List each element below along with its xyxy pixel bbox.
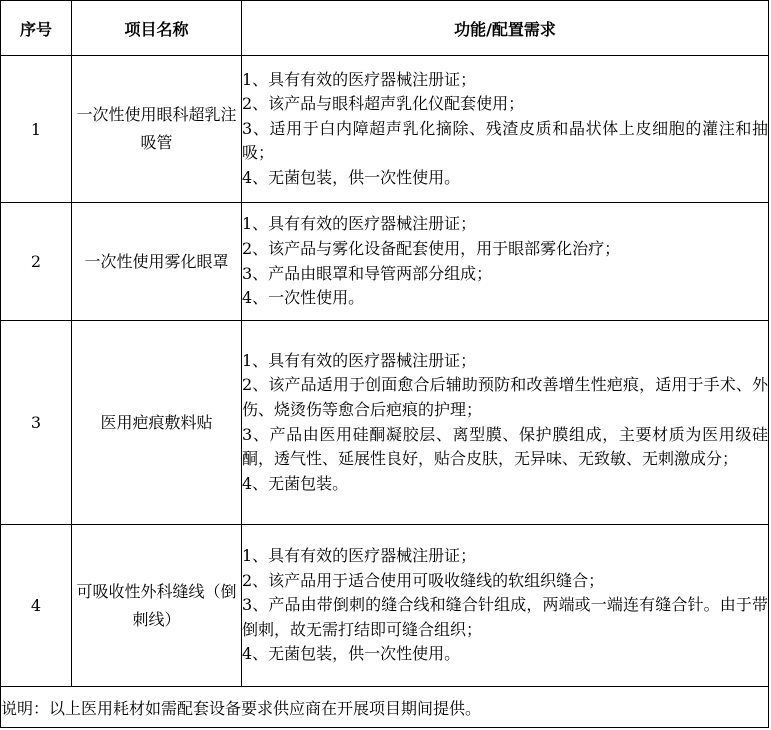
row-requirements: [242, 203, 769, 321]
header-requirement: 功能/配置需求: [242, 1, 769, 56]
row-seq: 3: [1, 321, 72, 525]
requirement-line: 2、该产品用于适合使用可吸收缝线的软组织缝合；: [242, 570, 605, 590]
table-note: 说明：以上医用耗材如需配套设备要求供应商在开展项目期间提供。: [1, 687, 769, 728]
requirement-line: 1、具有有效的医疗器械注册证；: [242, 350, 477, 370]
header-row: [1, 1, 769, 56]
table-row: [1, 525, 769, 687]
requirement-line: 1、具有有效的医疗器械注册证；: [242, 214, 477, 234]
requirement-line: 3、产品由眼罩和导管两部分组成；: [242, 263, 493, 283]
requirement-line: 2、该产品适用于创面愈合后辅助预防和改善增生性疤痕，适用于手术、外伤、烧烫伤等愈合后疤痕的护理；: [242, 375, 768, 419]
header-seq: 序号: [1, 1, 72, 56]
requirement-line: 4、无菌包装，供一次性使用。: [242, 167, 461, 187]
row-item-name: 一次性使用眼科超乳注吸管: [72, 56, 242, 203]
row-seq: 1: [1, 56, 72, 203]
header-name: 项目名称: [72, 1, 242, 56]
row-requirements: [242, 525, 769, 687]
table-row: [1, 56, 769, 203]
requirement-line: 1、具有有效的医疗器械注册证；: [242, 546, 477, 566]
row-item-name: 一次性使用雾化眼罩: [72, 203, 242, 321]
requirement-line: 3、产品由带倒刺的缝合线和缝合针组成，两端或一端连有缝合针。由于带倒刺，故无需打结即可缝合组织；: [242, 595, 768, 639]
row-seq: 2: [1, 203, 72, 321]
row-requirements: [242, 321, 769, 525]
requirement-line: 2、该产品与眼科超声乳化仪配套使用；: [242, 94, 525, 114]
table-row: [1, 203, 769, 321]
requirement-line: 3、产品由医用硅酮凝胶层、离型膜、保护膜组成，主要材质为医用级硅酮，透气性、延展性良好，贴合皮肤，无异味、无致敏、无刺激成分；: [242, 424, 768, 469]
requirement-line: 4、无菌包装，供一次性使用。: [242, 644, 461, 664]
row-item-name: 可吸收性外科缝线（倒刺线）: [72, 525, 242, 687]
requirement-line: 4、无菌包装。: [242, 473, 349, 493]
row-requirements: [242, 56, 769, 203]
requirement-line: 2、该产品与雾化设备配套使用，用于眼部雾化治疗；: [242, 238, 621, 258]
row-item-name: 医用疤痕敷料贴: [72, 321, 242, 525]
note-row: [1, 687, 769, 728]
table-row: [1, 321, 769, 525]
requirement-line: 1、具有有效的医疗器械注册证；: [242, 69, 477, 89]
requirement-line: 3、适用于白内障超声乳化摘除、残渣皮质和晶状体上皮细胞的灌注和抽吸；: [242, 118, 768, 163]
requirement-line: 4、一次性使用。: [242, 288, 365, 308]
row-seq: 4: [1, 525, 72, 687]
